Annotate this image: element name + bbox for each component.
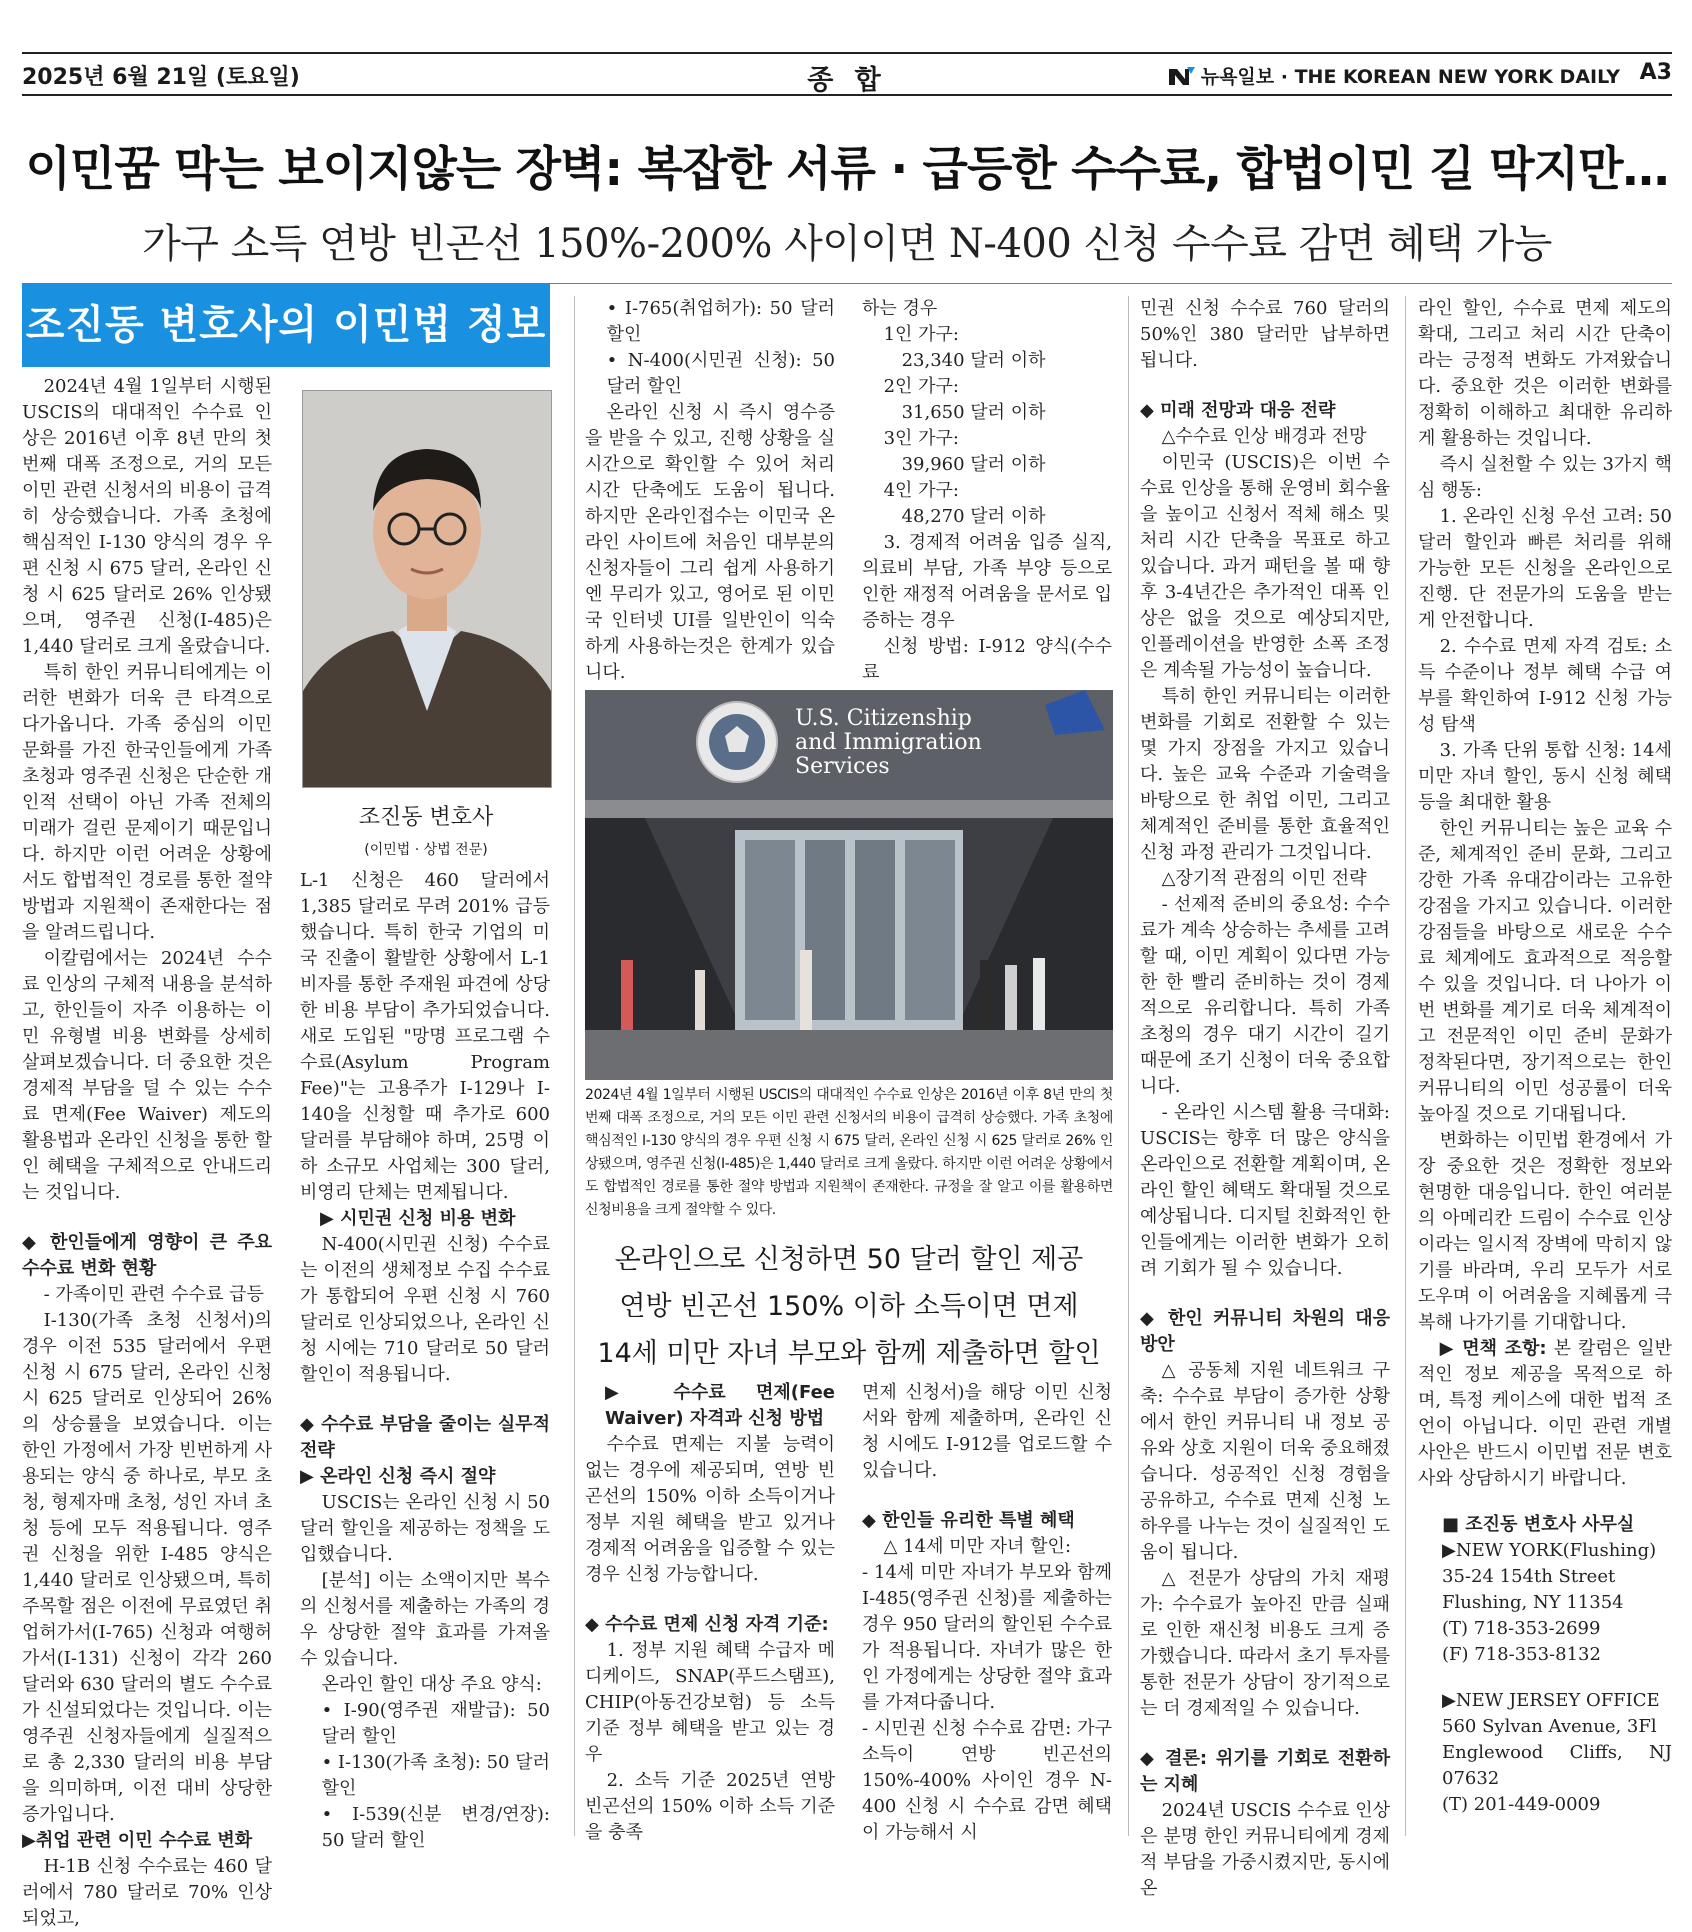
list-item: 3인 가구: [883,428,959,449]
photo-caption: 2024년 4월 1일부터 시행된 USCIS의 대대적인 수수료 인상은 2016년 이후 8년 만의 첫 번째 대폭 조정으로, 거의 모든 이민 관련 신청서의 비용이 급격히 상승했다. 가족 초청에 핵심적인 I-130 양식의 경우 우편 신청 시 675 달러, 온라인 신청 시 625 달러로 26% 인상됐으며, 영주권 신청(I-485)은 1,440 달러로 크게 올랐다. 하지만 이런 어려운 상황에서도 합법적인 경로를 통한 절약 방법과 지원책이 존재한다. 규정을 잘 알고 이를 활용하면 신청비용을 크게 절약할 수 있다. [585,1087,1113,1218]
paragraph: 면제 신청서)을 해당 이민 신청서와 함께 제출하며, 온라인 신청 시에도 I-912를 업로드할 수 있습니다. [862,1382,1112,1481]
list-item: 23,340 달러 이하 [901,350,1046,371]
paragraph: 변화하는 이민법 환경에서 가장 중요한 것은 정확한 정보와 현명한 대응입니다. 한인 여러분의 아메리칸 드림이 수수료 인상이라는 일시적 장벽에 막히지 않기를 바라며, 우리 모두가 서로 도우며 이 어려움을 지혜롭게 극복해 나가기를 기대합니다. [1418,1130,1672,1333]
paragraph: 한인 커뮤니티는 높은 교육 수준, 체계적인 준비 문화, 그리고 강한 가족 유대감이라는 고유한 강점을 가지고 있습니다. 이러한 강점들을 바탕으로 새로운 수수료 체계에도 효과적으로 적응할 수 있을 것입니다. 더 나아가 이번 변화를 계기로 더욱 체계적이고 전문적인 이민 준비 문화가 정착된다면, 장기적으로는 한인 커뮤니티의 이민 성공률이 더욱 높아질 것으로 기대됩니다. [1418,818,1672,1125]
newspaper-name [1167,62,1620,89]
paragraph: 1. 정부 지원 혜택 수급자 메디케이드, SNAP(푸드스탬프), CHIP(아동건강보험) 등 소득 기준 정부 혜택을 받고 있는 경우 [585,1640,835,1765]
pull-quote-line: 14세 미만 자녀 부모와 함께 제출하면 할인 [597,1338,1101,1369]
section-heading: ◆ 결론: 위기를 기회로 전환하는 지혜 [1140,1748,1390,1795]
section-title: 종 합 [807,65,887,96]
list-item: • I-765(취업허가): 50 달러 할인 [606,298,835,345]
author-portrait-image [303,391,551,787]
paragraph: L-1 신청은 460 달러에서 1,385 달러로 무려 201% 급등했습니다. 특히 한국 기업의 미국 진출이 활발한 상황에서 L-1 비자를 통한 주재원 파견에 상당한 비용 부담이 추가되었습니다. 새로 도입된 "망명 프로그램 수수료(Asylum Program Fee)"는 고용주가 I-129나 I-140을 신청할 때 추가로 600 달러를 부담해야 하며, 25명 이하 소규모 사업체는 300 달러, 비영리 단체는 면제됩니다. [300,870,550,1203]
section-heading: ◆ 수수료 부담을 줄이는 실무적 전략 [300,1414,550,1461]
section-heading: ▶ 시민권 신청 비용 변화 [320,1208,516,1229]
paragraph: 라인 할인, 수수료 면제 제도의 확대, 그리고 처리 시간 단축이라는 긍정적 변화도 가져왔습니다. 중요한 것은 이러한 변화를 정확히 이해하고 최대한 유리하게 활용하는 것입니다. [1418,298,1672,449]
paragraph: 온라인 할인 대상 주요 양식: [321,1674,542,1695]
section-heading: ◆ 수수료 면제 신청 자격 기준: [585,1614,829,1635]
office-nj-title: ▶NEW JERSEY OFFICE [1442,1690,1660,1711]
paragraph: 특히 한인 커뮤니티는 이러한 변화를 기회로 전환할 수 있는 몇 가지 장점을 가지고 있습니다. 높은 교육 수준과 기술력을 바탕으로 한 취업 이민, 그리고 체계적인 준비를 통한 효율적인 신청 과정 관리가 그것입니다. [1140,686,1390,863]
author-photo [302,390,552,788]
paragraph: 3. 가족 단위 통합 신청: 14세 미만 자녀 할인, 동시 신청 혜택 등을 최대한 활용 [1418,740,1672,813]
office-title: ■ 조진동 변호사 사무실 [1442,1514,1635,1535]
paragraph: - 14세 미만 자녀가 부모와 함께 I-485(영주권 신청)를 제출하는 경우 950 달러의 할인된 수수료가 적용됩니다. 자녀가 많은 한인 가정에게는 상당한 절약 효과를 가져다줍니다. [862,1562,1112,1713]
office-ny-city: Flushing, NY 11354 [1442,1592,1624,1613]
paragraph: - 선제적 준비의 중요성: 수수료가 계속 상승하는 추세를 고려할 때, 이민 계획이 있다면 가능한 한 빨리 준비하는 것이 경제적으로 유리합니다. 특히 가족 초청의 경우 대기 시간이 길기 때문에 조기 신청이 더욱 중요합니다. [1140,894,1390,1097]
subheadline: 가구 소득 연방 빈곤선 150%-200% 사이이면 N-400 신청 수수료 감면 혜택 가능 [142,221,1552,267]
headline: 이민꿈 막는 보이지않는 장벽: 복잡한 서류 · 급등한 수수료, 합법이민 길 막지만… [25,142,1669,197]
section-heading: ◆ 한인들 유리한 특별 혜택 [862,1510,1075,1531]
newspaper-logo-icon [1167,65,1197,87]
article-column-1 [22,374,272,1932]
paragraph: △ 공동체 지원 네트워크 구축: 수수료 부담이 증가한 상황에서 한인 커뮤니티 내 정보 공유와 상호 지원이 더욱 중요해졌습니다. 성공적인 신청 경험을 공유하고, 수수료 면제 신청 노하우를 나누는 것이 실질적인 도움이 됩니다. [1140,1360,1390,1563]
paragraph: 2024년 USCIS 수수료 인상은 분명 한인 커뮤니티에게 경제적 부담을 가중시켰지만, 동시에 온 [1140,1800,1390,1899]
article-column-5 [1140,296,1390,1902]
list-item: 31,650 달러 이하 [901,402,1046,423]
paragraph: H-1B 신청 수수료는 460 달러에서 780 달러로 70% 인상되었고, [22,1856,272,1929]
paragraph: N-400(시민권 신청) 수수료는 이전의 생체정보 수집 수수료가 통합되어 우편 신청 시 760 달러로 인상되었으나, 온라인 신청 시에는 710 달러로 50 달러 할인이 적용됩니다. [300,1234,550,1385]
article-column-4-bottom [862,1380,1112,1846]
list-item: • I-90(영주권 재발급): 50 달러 할인 [321,1700,550,1747]
office-ny-address: 35-24 154th Street [1442,1566,1616,1587]
section-heading: ▶취업 관련 이민 수수료 변화 [22,1830,253,1851]
paragraph: 이민국 (USCIS)은 이번 수수료 인상을 통해 운영비 회수율을 높이고 신청서 적체 해소 및 처리 시간 단축을 목표로 하고 있습니다. 과거 패턴을 볼 때 향후 3-4년간은 추가적인 대폭 인상은 없을 것으로 예상되지만, 인플레이션을 반영한 소폭 조정은 계속될 가능성이 높습니다. [1140,452,1390,681]
pull-quote-line: 온라인으로 신청하면 50 달러 할인 제공 [614,1244,1084,1275]
disclaimer-text: 본 칼럼은 일반적인 정보 제공을 목적으로 하며, 특정 케이스에 대한 법적 조언이 아닙니다. 이민 관련 개별 사안은 반드시 이민법 전문 변호사와 상담하시기 바랍니다. [1418,1338,1672,1489]
list-item: • I-130(가족 초청): 50 달러 할인 [321,1752,550,1799]
paragraph: I-130(가족 초청 신청서)의 경우 이전 535 달러에서 우편 신청 시 675 달러, 온라인 신청 시 625 달러로 인상되어 26%의 상승률을 보였습니다. 이는 한인 가정에서 가장 빈번하게 사용되는 양식 중 하나로, 부모 초청, 형제자매 초청, 성인 자녀 초청 등에 모두 적용됩니다. 영주권 신청을 위한 I-485 양식은 1,440 달러로 인상됐으며, 특히 주목할 점은 이전에 무료였던 취업허가서(I-765) 신청과 여행허가서(I-131) 신청이 각각 260 달러와 630 달러의 별도 수수료가 신설되었다는 것입니다. 이는 영주권 신청자들에게 실질적으로 총 2,330 달러의 비용 부담을 의미하며, 이전 대비 상당한 증가입니다. [22,1310,272,1825]
paragraph: 하는 경우 [862,298,938,319]
list-item: • I-539(신분 변경/연장): 50 달러 할인 [321,1804,550,1851]
paragraph: 2. 수수료 면제 자격 검토: 소득 수준이나 정부 혜택 수급 여부를 확인하여 I-912 신청 가능성 탐색 [1418,636,1672,735]
page-number: A3 [1639,60,1672,85]
section-heading: ▶ 온라인 신청 즉시 절약 [300,1466,496,1487]
office-ny-phone: (T) 718-353-2699 [1442,1618,1601,1639]
author-name: 조진동 변호사 [358,805,494,830]
column-banner: 조진동 변호사의 이민법 정보 [22,283,550,367]
list-item: 2인 가구: [883,376,959,397]
pull-quote [585,1236,1113,1377]
article-column-3-bottom [585,1380,835,1846]
office-ny-fax: (F) 718-353-8132 [1442,1644,1601,1665]
paragraph: [분석] 이는 소액이지만 복수의 신청서를 제출하는 가족의 경우 상당한 절약 효과를 가져올 수 있습니다. [300,1570,550,1669]
newspaper-name-text: 뉴욕일보 · THE KOREAN NEW YORK DAILY [1200,66,1620,88]
paragraph: 특히 한인 커뮤니티에게는 이러한 변화가 더욱 큰 타격으로 다가옵니다. 가족 중심의 이민 문화를 가진 한국인들에게 가족 초청과 영주권 신청은 단순한 개인적 선택이 아닌 가족 전체의 미래가 걸린 문제이기 때문입니다. 하지만 이런 어려운 상황에서도 합법적인 경로를 통한 절약 방법과 지원책이 존재한다는 점을 알려드립니다. [22,662,272,943]
paragraph: 3. 경제적 어려움 입증 실직, 의료비 부담, 가족 부양 등으로 인한 재정적 어려움을 문서로 입증하는 경우 [862,532,1112,631]
uscis-building-image [585,690,1113,1080]
office-nj-city: Englewood Cliffs, NJ 07632 [1442,1742,1672,1789]
masthead [22,52,1672,96]
paragraph: △수수료 인상 배경과 전망 [1161,426,1367,447]
office-nj-phone: (T) 201-449-0009 [1442,1794,1601,1815]
uscis-building-photo [585,690,1113,1080]
paragraph: - 시민권 신청 수수료 감면: 가구 소득이 연방 빈곤선의 150%-400% 사이인 경우 N-400 신청 시 수수료 감면 혜택이 가능해서 시 [862,1718,1112,1843]
paragraph: 2. 소득 기준 2025년 연방 빈곤선의 150% 이하 소득 기준을 충족 [585,1770,835,1843]
column-divider [574,296,575,1836]
paragraph: △ 14세 미만 자녀 할인: [883,1536,1072,1557]
sign-line-3: Services [795,754,890,779]
column-divider [1128,296,1129,1836]
paragraph: 민권 신청 수수료 760 달러의 50%인 380 달러만 납부하면 됩니다. [1140,298,1390,371]
paragraph: △장기적 관점의 이민 전략 [1161,868,1367,889]
section-heading: ◆ 한인들에게 영향이 큰 주요 수수료 변화 현황 [22,1232,272,1279]
disclaimer-label: ▶ 면책 조항: [1439,1338,1547,1359]
author-specialty: (이민법 · 상법 전문) [364,842,488,858]
paragraph: USCIS는 온라인 신청 시 50 달러 할인을 제공하는 정책을 도입했습니다. [300,1492,550,1565]
office-info [1418,1512,1672,1818]
article-column-3-top [585,296,835,686]
paragraph: 2024년 4월 1일부터 시행된 USCIS의 대대적인 수수료 인상은 2016년 이후 8년 만의 첫 번째 대폭 조정으로, 거의 모든 이민 관련 신청서의 비용이 급격히 상승했습니다. 가족 초청에 핵심적인 I-130 양식의 경우 우편 신청 시 675 달러, 온라인 신청 시 625 달러로 26% 인상됐으며, 영주권 신청(I-485)은 1,440 달러로 크게 올랐습니다. [22,376,272,657]
paragraph: 1. 온라인 신청 우선 고려: 50 달러 할인과 빠른 처리를 위해 가능한 모든 신청을 온라인으로 진행. 단 전문가의 도움을 받는게 안전합니다. [1418,506,1672,631]
sign-line-1: U.S. Citizenship [795,706,972,731]
paragraph: 온라인 신청 시 즉시 영수증을 받을 수 있고, 진행 상황을 실시간으로 확인할 수 있어 처리 시간 단축에도 도움이 됩니다. 하지만 온라인접수는 이민국 온라인 사이트에 처음인 대부분의 신청자들이 그리 쉽게 사용하기엔 무리가 있고, 영어로 된 이민국 인터넷 UI를 일반인이 익숙하게 사용하는것은 한계가 있습니다. [585,402,835,683]
section-heading: ◆ 미래 전망과 대응 전략 [1140,400,1336,421]
list-item: 48,270 달러 이하 [901,506,1046,527]
article-column-2 [300,868,550,1854]
issue-date: 2025년 6월 21일 (토요일) [22,65,300,90]
pull-quote-line: 연방 빈곤선 150% 이하 소득이면 면제 [619,1291,1079,1322]
list-item: 4인 가구: [883,480,959,501]
article-column-4-top [862,296,1112,686]
paragraph: △ 전문가 상담의 가치 재평가: 수수료가 높아진 만큼 실패로 인한 재신청 비용도 크게 증가했습니다. 따라서 초기 투자를 통한 전문가 상담이 장기적으로는 더 경제적일 수 있습니다. [1140,1568,1390,1719]
disclaimer [1418,1336,1672,1492]
paragraph: 신청 방법: I-912 양식(수수료 [862,636,1112,683]
article-column-6 [1418,296,1672,1818]
section-heading: ▶ 수수료 면제(Fee Waiver) 자격과 신청 방법 [605,1382,835,1429]
paragraph: - 가족이민 관련 수수료 급등 [43,1284,264,1305]
paragraph: 즉시 실천할 수 있는 3가지 핵심 행동: [1418,454,1672,501]
column-divider [1405,296,1406,1836]
author-byline [302,800,550,859]
list-item: 39,960 달러 이하 [901,454,1046,475]
paragraph: - 온라인 시스템 활용 극대화: USCIS는 향후 더 많은 양식을 온라인으로 전환할 계획이며, 온라인 할인 혜택도 확대될 것으로 예상됩니다. 디지털 친화적인 한인들에게는 이러한 변화가 오히려 기회가 될 수 있습니다. [1140,1102,1390,1279]
office-ny-title: ▶NEW YORK(Flushing) [1442,1540,1657,1561]
list-item: 1인 가구: [883,324,959,345]
office-nj-address: 560 Sylvan Avenue, 3Fl [1442,1716,1657,1737]
list-item: • N-400(시민권 신청): 50 달러 할인 [606,350,835,397]
paragraph: 이칼럼에서는 2024년 수수료 인상의 구체적 내용을 분석하고, 한인들이 자주 이용하는 이민 유형별 비용 변화를 상세히 살펴보겠습니다. 더 중요한 것은 경제적 부담을 덜 수 있는 수수료 면제(Fee Waiver) 제도의 활용법과 온라인 신청을 통한 할인 혜택을 구체적으로 안내드리는 것입니다. [22,948,272,1203]
section-heading: ◆ 한인 커뮤니티 차원의 대응 방안 [1140,1308,1390,1355]
paragraph: 수수료 면제는 지불 능력이 없는 경우에 제공되며, 연방 빈곤선의 150% 이하 소득이거나 정부 지원 혜택을 받고 있거나 경제적 어려움을 입증할 수 있는 경우 신청 가능합니다. [585,1434,835,1585]
sign-line-2: and Immigration [795,730,982,755]
